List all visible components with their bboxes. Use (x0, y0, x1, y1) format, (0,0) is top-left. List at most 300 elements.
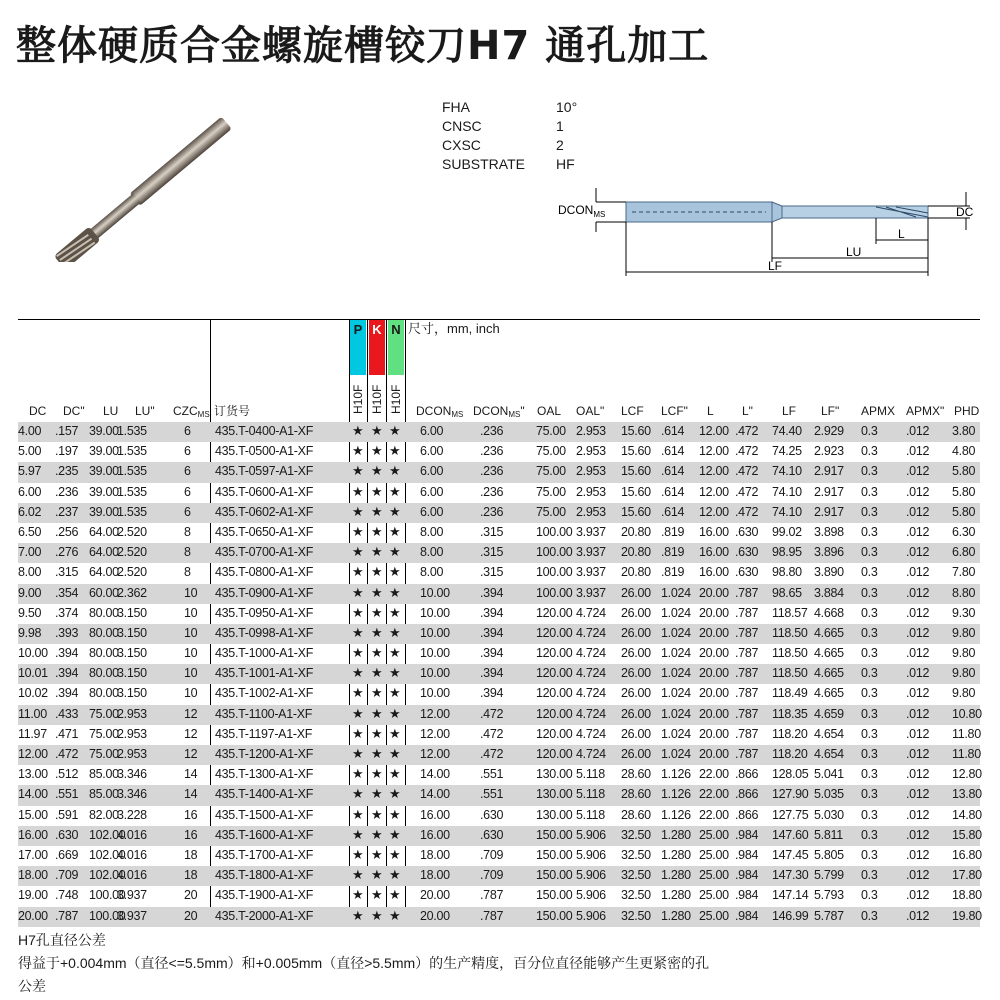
table-cell: 14.00 (420, 767, 450, 782)
table-cell: 9.80 (952, 646, 976, 661)
table-cell: .472 (480, 726, 504, 741)
table-cell: 0.3 (861, 524, 878, 539)
table-cell: 120.00 (536, 625, 573, 640)
table-cell: 100.00 (89, 888, 126, 903)
grade-star-icon: ★ (352, 806, 364, 822)
spec-key: FHA (442, 99, 470, 115)
table-cell: 32.50 (621, 888, 651, 903)
table-row (18, 846, 980, 866)
product-table (18, 422, 980, 927)
table-cell: .394 (55, 666, 79, 681)
grade-star-icon: ★ (371, 503, 383, 519)
grade-star-icon: ★ (352, 564, 364, 580)
grade-star-icon: ★ (389, 443, 401, 459)
grade-star-icon: ★ (389, 544, 401, 560)
table-cell: 85.00 (89, 767, 119, 782)
table-cell: .012 (906, 464, 930, 479)
table-cell: 3.150 (117, 666, 147, 681)
table-cell: 5.787 (814, 908, 844, 923)
table-cell: 3.346 (117, 767, 147, 782)
grade-star-icon: ★ (389, 665, 401, 681)
table-cell: 20.00 (699, 686, 729, 701)
table-row (18, 422, 980, 442)
table-cell: 0.3 (861, 565, 878, 580)
table-cell: 5.118 (576, 807, 605, 822)
table-cell: 18.00 (18, 868, 48, 883)
table-cell: 0.3 (861, 424, 878, 438)
table-cell: 0.3 (861, 585, 878, 600)
table-cell: 1.024 (661, 706, 691, 721)
table-cell: 28.60 (621, 767, 651, 782)
table-cell: .551 (55, 787, 79, 802)
table-cell: .630 (735, 545, 759, 560)
table-cell: .394 (480, 585, 504, 600)
table-cell: 14 (184, 767, 198, 782)
table-cell: .012 (906, 686, 930, 701)
table-cell: 98.80 (772, 565, 802, 580)
table-cell: 5.80 (952, 464, 976, 479)
grade-star-icon: ★ (352, 443, 364, 459)
table-cell: .819 (661, 545, 685, 560)
table-cell: 120.00 (536, 646, 573, 661)
table-cell: .614 (661, 424, 685, 438)
table-cell: 5.805 (814, 847, 844, 862)
table-cell: .748 (55, 888, 79, 903)
table-cell: 20.00 (699, 605, 729, 620)
grade-star-icon: ★ (371, 867, 383, 883)
table-cell: 6.00 (18, 484, 42, 499)
table-cell: 0.3 (861, 787, 878, 802)
table-cell: .472 (735, 424, 759, 438)
table-cell: 1.280 (661, 847, 691, 862)
table-cell: 17.80 (952, 868, 982, 883)
grade-p-badge: P (350, 320, 366, 375)
table-cell: 0.3 (861, 686, 878, 701)
table-cell: .630 (480, 807, 504, 822)
table-cell: 4.668 (814, 605, 844, 620)
table-cell: 28.60 (621, 787, 651, 802)
table-cell: .709 (480, 847, 504, 862)
grade-k-name: H10F (370, 384, 384, 414)
table-cell: .512 (55, 767, 79, 782)
table-cell: 26.00 (621, 706, 651, 721)
table-cell: 64.00 (89, 545, 119, 560)
table-cell: 10.01 (18, 666, 48, 681)
table-cell: 6 (184, 424, 191, 438)
table-cell: 5.118 (576, 787, 605, 802)
table-cell: 5.97 (18, 464, 42, 479)
table-cell: 3.937 (117, 888, 147, 903)
grade-star-icon: ★ (371, 624, 383, 640)
table-cell: 130.00 (536, 807, 573, 822)
table-cell: 3.937 (576, 565, 606, 580)
table-cell: 147.14 (772, 888, 809, 903)
table-cell: 3.937 (576, 585, 606, 600)
grade-star-icon: ★ (352, 523, 364, 539)
table-cell: 1.280 (661, 868, 691, 883)
table-cell: 127.75 (772, 807, 809, 822)
table-cell: 435.T-0700-A1-XF (215, 545, 314, 560)
table-cell: 100.00 (536, 545, 573, 560)
table-cell: .012 (906, 868, 930, 883)
table-cell: .012 (906, 726, 930, 741)
table-cell: .471 (55, 726, 79, 741)
drawing-label-dcon: $DCON_{MS}$ (558, 203, 606, 219)
table-cell: 9.98 (18, 625, 42, 640)
spec-row (442, 117, 577, 136)
table-cell: 0.3 (861, 868, 878, 883)
table-cell: 0.3 (861, 545, 878, 560)
grade-star-icon: ★ (352, 665, 364, 681)
table-cell: 1.535 (117, 484, 147, 499)
table-cell: 18 (184, 868, 198, 883)
table-cell: 0.3 (861, 827, 878, 842)
grade-star-icon: ★ (352, 584, 364, 600)
col-header-phd: PHD (954, 404, 980, 418)
table-cell: 15.60 (621, 444, 651, 459)
table-cell: 3.346 (117, 787, 147, 802)
table-row (18, 483, 980, 503)
grade-n-badge: N (388, 320, 404, 375)
table-cell: .984 (735, 868, 759, 883)
table-cell: 32.50 (621, 847, 651, 862)
grade-star-icon: ★ (371, 544, 383, 560)
table-cell: .012 (906, 747, 930, 761)
table-cell: .012 (906, 545, 930, 560)
table-cell: 435.T-0597-A1-XF (215, 464, 314, 479)
table-cell: 1.280 (661, 888, 691, 903)
table-cell: 2.953 (576, 484, 606, 499)
table-cell: 2.953 (576, 504, 606, 519)
grade-star-icon: ★ (389, 423, 401, 438)
table-cell: 150.00 (536, 908, 573, 923)
table-cell: 15.80 (952, 827, 982, 842)
table-cell: 2.520 (117, 545, 147, 560)
table-cell: 20.00 (18, 908, 48, 923)
table-cell: 5.041 (814, 767, 844, 782)
table-cell: .787 (735, 646, 759, 661)
table-row (18, 826, 980, 846)
table-cell: 1.126 (661, 807, 691, 822)
grade-star-icon: ★ (352, 645, 364, 661)
table-row (18, 705, 980, 725)
table-cell: .012 (906, 444, 930, 459)
table-cell: 2.520 (117, 524, 147, 539)
table-cell: 4.724 (576, 686, 606, 701)
table-cell: 118.50 (772, 646, 808, 661)
table-cell: 4.724 (576, 625, 606, 640)
table-cell: 6.50 (18, 524, 42, 539)
table-cell: 2.953 (117, 747, 147, 761)
table-cell: 146.99 (772, 908, 809, 923)
table-cell: 1.535 (117, 464, 147, 479)
table-cell: 10 (184, 646, 198, 661)
table-cell: 16 (184, 807, 198, 822)
table-cell: 3.890 (814, 565, 844, 580)
grade-star-icon: ★ (389, 645, 401, 661)
table-cell: 20.80 (621, 545, 651, 560)
col-header-dc-in: DC" (63, 404, 85, 418)
table-cell: 435.T-0650-A1-XF (215, 524, 314, 539)
table-cell: 98.95 (772, 545, 802, 560)
table-cell: .669 (55, 847, 79, 862)
table-cell: .472 (480, 706, 504, 721)
table-cell: 6 (184, 484, 191, 499)
table-cell: 7.80 (952, 565, 976, 580)
table-cell: 14.80 (952, 807, 982, 822)
table-cell: .614 (661, 504, 685, 519)
table-cell: 26.00 (621, 585, 651, 600)
table-cell: .012 (906, 807, 930, 822)
table-cell: .394 (480, 666, 504, 681)
col-header-oal: OAL (537, 404, 562, 418)
table-cell: 12.00 (420, 706, 450, 721)
table-cell: 3.937 (576, 545, 606, 560)
table-cell: 6.30 (952, 524, 976, 539)
table-cell: 2.953 (576, 444, 606, 459)
grade-star-icon: ★ (389, 907, 401, 923)
table-cell: 14 (184, 787, 198, 802)
grade-star-icon: ★ (389, 564, 401, 580)
table-cell: 0.3 (861, 464, 878, 479)
table-row (18, 806, 980, 826)
spec-key: CNSC (442, 118, 482, 134)
table-cell: 0.3 (861, 767, 878, 782)
table-cell: 26.00 (621, 625, 651, 640)
grade-star-icon: ★ (371, 887, 383, 903)
table-cell: .866 (735, 767, 759, 782)
table-cell: 435.T-0400-A1-XF (215, 424, 314, 438)
table-cell: 11.80 (952, 726, 981, 741)
table-cell: 12.00 (699, 484, 729, 499)
table-cell: 6.02 (18, 504, 42, 519)
table-cell: 4.665 (814, 625, 844, 640)
table-cell: 18 (184, 847, 198, 862)
table-cell: .012 (906, 847, 930, 862)
table-cell: 118.35 (772, 706, 808, 721)
grade-star-icon: ★ (389, 746, 401, 761)
table-cell: 5.030 (814, 807, 844, 822)
grade-star-icon: ★ (389, 887, 401, 903)
table-cell: 16.00 (420, 827, 450, 842)
table-cell: 118.49 (772, 686, 808, 701)
table-row (18, 866, 980, 886)
table-cell: 0.3 (861, 726, 878, 741)
grade-star-icon: ★ (352, 746, 364, 761)
table-cell: 102.00 (89, 868, 126, 883)
table-cell: 6.00 (420, 504, 444, 519)
table-cell: 20.00 (699, 585, 729, 600)
table-cell: 1.024 (661, 646, 691, 661)
col-header-lu: LU (103, 404, 119, 418)
table-cell: 147.60 (772, 827, 809, 842)
table-cell: .012 (906, 888, 930, 903)
table-cell: .394 (480, 686, 504, 701)
table-cell: .709 (480, 868, 504, 883)
table-cell: .819 (661, 524, 685, 539)
grade-k-badge: K (369, 320, 385, 375)
table-cell: 4.654 (814, 747, 844, 761)
table-cell: .787 (735, 747, 759, 761)
table-cell: 8 (184, 565, 191, 580)
table-cell: 80.00 (89, 605, 119, 620)
table-cell: 15.60 (621, 464, 651, 479)
table-cell: .236 (480, 484, 504, 499)
table-cell: .472 (480, 747, 504, 761)
grade-star-icon: ★ (371, 604, 383, 620)
table-cell: .787 (735, 706, 759, 721)
table-row (18, 563, 980, 583)
table-cell: 2.929 (814, 424, 844, 438)
table-cell: 120.00 (536, 706, 573, 721)
grade-star-icon: ★ (371, 463, 383, 479)
table-cell: 4.724 (576, 646, 606, 661)
col-header-lf-in: LF" (821, 404, 840, 418)
grade-star-icon: ★ (371, 523, 383, 539)
table-cell: 435.T-1400-A1-XF (215, 787, 314, 802)
table-cell: .012 (906, 424, 930, 438)
col-header-lf: LF (782, 404, 797, 418)
table-cell: 80.00 (89, 666, 119, 681)
table-cell: 0.3 (861, 888, 878, 903)
table-cell: 26.00 (621, 646, 651, 661)
table-row (18, 725, 980, 745)
table-cell: 12.00 (699, 444, 729, 459)
table-cell: 8 (184, 524, 191, 539)
table-cell: 2.923 (814, 444, 844, 459)
grade-star-icon: ★ (352, 705, 364, 721)
table-cell: 15.00 (18, 807, 48, 822)
table-cell: .236 (55, 484, 79, 499)
table-cell: 25.00 (699, 908, 729, 923)
table-cell: 3.150 (117, 605, 147, 620)
table-row (18, 765, 980, 785)
table-cell: 20.00 (699, 646, 729, 661)
table-cell: 2.917 (814, 484, 844, 499)
table-cell: 150.00 (536, 888, 573, 903)
table-cell: 435.T-1001-A1-XF (215, 666, 314, 681)
table-cell: 3.937 (117, 908, 147, 923)
table-cell: 2.917 (814, 504, 844, 519)
table-cell: 2.917 (814, 464, 844, 479)
table-cell: 0.3 (861, 908, 878, 923)
table-cell: .012 (906, 706, 930, 721)
table-cell: 435.T-0998-A1-XF (215, 625, 314, 640)
grade-star-icon: ★ (389, 584, 401, 600)
table-cell: 150.00 (536, 827, 573, 842)
table-cell: .012 (906, 646, 930, 661)
table-cell: 5.906 (576, 868, 606, 883)
table-cell: .394 (480, 625, 504, 640)
col-header-order: 订货号 (214, 404, 251, 418)
table-cell: .354 (55, 585, 79, 600)
table-cell: 19.80 (952, 908, 982, 923)
table-cell: .394 (480, 605, 504, 620)
table-cell: 3.228 (117, 807, 147, 822)
table-cell: .237 (55, 504, 79, 519)
table-cell: 435.T-1700-A1-XF (215, 847, 314, 862)
spec-key: SUBSTRATE (442, 156, 525, 172)
table-cell: 20.00 (699, 726, 729, 741)
table-cell: 10.00 (420, 625, 450, 640)
table-cell: .012 (906, 585, 930, 600)
spec-list (442, 98, 577, 174)
grade-star-icon: ★ (371, 826, 383, 842)
table-cell: 8.80 (952, 585, 976, 600)
table-cell: 0.3 (861, 504, 878, 519)
table-cell: 6.00 (420, 484, 444, 499)
grade-star-icon: ★ (352, 544, 364, 560)
table-cell: 5.906 (576, 908, 606, 923)
footnote-heading: H7孔直径公差 (18, 932, 106, 948)
table-cell: 8.00 (420, 545, 444, 560)
table-cell: 39.00 (89, 484, 119, 499)
table-cell: .787 (55, 908, 79, 923)
table-cell: 5.799 (814, 868, 844, 883)
table-cell: .787 (735, 686, 759, 701)
grade-star-icon: ★ (371, 483, 383, 499)
table-cell: 0.3 (861, 706, 878, 721)
table-cell: .256 (55, 524, 79, 539)
grade-star-icon: ★ (389, 503, 401, 519)
table-cell: 435.T-0602-A1-XF (215, 504, 314, 519)
grade-star-icon: ★ (371, 705, 383, 721)
table-cell: 75.00 (89, 726, 119, 741)
table-cell: .276 (55, 545, 79, 560)
table-cell: 9.50 (18, 605, 42, 620)
grade-star-icon: ★ (371, 645, 383, 661)
table-cell: 9.80 (952, 666, 976, 681)
table-cell: 120.00 (536, 605, 573, 620)
table-cell: 74.10 (772, 484, 802, 499)
grade-star-icon: ★ (371, 423, 383, 438)
table-cell: .614 (661, 464, 685, 479)
table-cell: 1.024 (661, 625, 691, 640)
grade-star-icon: ★ (389, 846, 401, 862)
table-cell: 8.00 (420, 565, 444, 580)
table-cell: 39.00 (89, 444, 119, 459)
table-cell: 8.00 (18, 565, 42, 580)
table-cell: .315 (480, 545, 504, 560)
table-cell: .393 (55, 625, 79, 640)
grade-star-icon: ★ (352, 725, 364, 741)
table-cell: 10.02 (18, 686, 48, 701)
table-cell: 10 (184, 625, 198, 640)
table-cell: 2.953 (117, 706, 147, 721)
table-cell: 435.T-0900-A1-XF (215, 585, 314, 600)
table-cell: 0.3 (861, 847, 878, 862)
table-cell: 13.80 (952, 787, 982, 802)
grade-star-icon: ★ (371, 766, 383, 782)
table-cell: 2.362 (117, 585, 147, 600)
table-cell: .709 (55, 868, 79, 883)
table-cell: 6 (184, 444, 191, 459)
grade-star-icon: ★ (389, 786, 401, 802)
table-cell: 3.150 (117, 686, 147, 701)
grade-star-icon: ★ (371, 907, 383, 923)
table-cell: 82.00 (89, 807, 119, 822)
table-cell: .591 (55, 807, 79, 822)
table-cell: 16.00 (699, 545, 729, 560)
grade-p-name: H10F (351, 384, 365, 414)
table-cell: 100.00 (89, 908, 126, 923)
table-cell: 435.T-1800-A1-XF (215, 868, 314, 883)
grade-star-icon: ★ (352, 503, 364, 519)
table-cell: 3.937 (576, 524, 606, 539)
table-cell: 435.T-1600-A1-XF (215, 827, 314, 842)
table-cell: 12.00 (699, 424, 729, 438)
table-cell: 74.40 (772, 424, 802, 438)
